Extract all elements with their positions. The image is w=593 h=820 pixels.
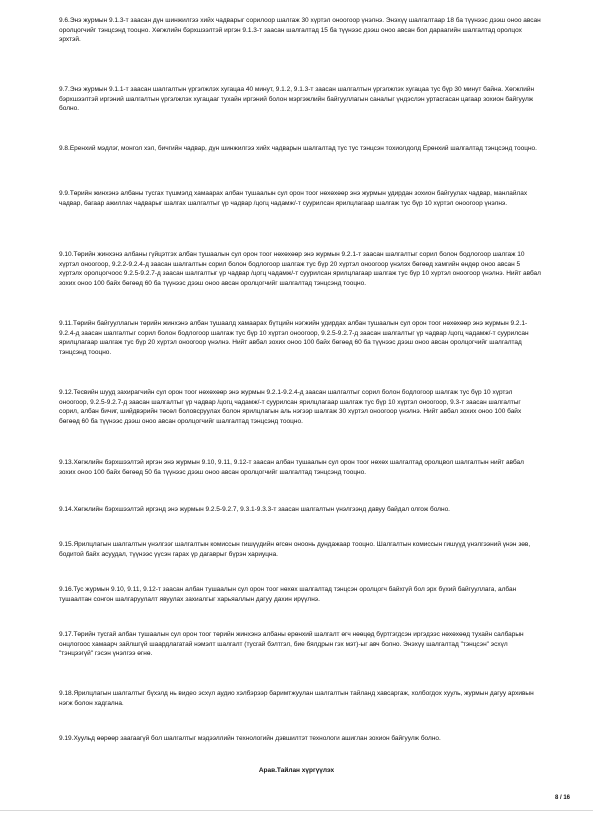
paragraph-9-16: 9.16.Тус журмын 9.10, 9.11, 9.12-т заасан албан тушаалын сул орон тоог нөхөх шалгалтад тэнцсэн оролцогч байхгүй бол эрх бүхий байгууллага, албан тушаалтан сонгон шалгаруулалт явуулах захиалгыг харьяаллын дагуу дахин ирүүлнэ. (59, 586, 517, 603)
paragraph-9-13: 9.13.Хөгжлийн бэрхшээлтэй иргэн энэ журмын 9.10, 9.11, 9.12-т заасан албан тушаалын сул орон тоог нөхөх шалгалтад оролцвол шалгалтын нийт авбал зохих оноо 100 байх бөгөөд 50 ба түүнээс дээш оноо авсан оролцогчийг шалгалтад тэнцсэнд тооцно. (59, 459, 524, 476)
paragraph-9-14: 9.14.Хөгжлийн бэрхшээлтэй иргэнд энэ журмын 9.2.5-9.2.7, 9.3.1-9.3.3-т заасан шалгалтын үнэлгээнд давуу байдал олгож болно. (59, 506, 450, 513)
section-heading-report: Арав.Тайлан хүргүүлэх (258, 767, 335, 774)
page-divider (0, 810, 593, 811)
paragraph-9-17: 9.17.Төрийн тусгай албан тушаалын сул орон тоог төрийн жинхэнэ албаны ерөнхий шалгалт өгч нөөцөд бүртгэгдсэн иргэдээс нөхөхөөд тухайн салбарын онцлогоос хамаарч зайлшгүй шаардлагатай нэмэлт шалгалт (тусгай бэлтгэл, бие бялдрын гэх мэт)-ыг авч болно. Энэхүү шалгалтад "тэнцсэн" эсхүл "тэнцээгүй" гэсэн үнэлгээ өгнө. (59, 631, 524, 658)
paragraph-9-18: 9.18.Ярилцлагын шалгалтыг бүхэлд нь видео эсхүл аудио хэлбэрээр баримтжуулан шалгалтын тайланд хавсаргаж, холбогдох хууль, журмын дагуу архивын нэгж болон хадгална. (59, 690, 534, 707)
paragraph-9-7: 9.7.Энэ журмын 9.1.1-т заасан шалгалтын үргэлжлэх хугацаа 40 минут, 9.1.2, 9.1.3-т заасан шалгалтын үргэлжлэх хугацаа тус бүр 30 минут байна. Хөгжлийн бэрхшээлтэй иргэний шалгалтын үргэлжлэх хугацааг тухайн иргэний болон мэргэжлийн байгууллагын саналыг үндэслэн уртасгасан цагаар зохион байгуулж болно. (59, 86, 535, 113)
page-number: 8 / 16 (554, 795, 570, 801)
paragraph-9-8: 9.8.Еренхий мэдлэг, монгол хэл, бичгийн чадвар, дүн шинжилгээ хийх чадварын шалгалтад тус тус тэнцсэн тохиолдолд Ерөнхий шалгалтад тэнцсэнд тооцно. (59, 145, 537, 152)
paragraph-9-12: 9.12.Тесвийн шууд захирагчийн сул орон тоог нөхөхөөр энэ журмын 9.2.1-9.2.4-д заасан шалгалтыг сорил болон бодлогоор шалгаж тус бүр 10 хүртэл оноогоор, 9.2.5-9.2.7-д заасан шалгалтыг үр чадвар /цогц чадамж/-т суурилсан ярилцлагаар шалгаж тус бүр 10 хүртэл оноогоор, 9.3-т заасан шалгалтыг сорил, албан бичиг, шийдвэрийн төсөл боловсруулах болон ярилцлагын аль нэгээр шалгаж 30 хүртэл оноогоор үнэлнэ. Нийт авбал зохих оноо 100 байх бөгөөд 60 ба түүнээс дээш оноо авсан оролцогчийг шалгалтад тэнцсэнд тооцно. (59, 389, 522, 425)
paragraph-9-11: 9.11.Төрийн байгууллагын төрийн жинхэнэ албан тушаалд хамаарах бүтцийн нэгжийн удирдах албан тушаалын сул орон тоог нөхөхөөр энэ журмын 9.2.1-9.2.4-д заасан шалгалтыг сорил болон бодлогоор шалгаж тус бүр 10 хүртэл оноогоор, 9.2.5-9.2.7-д заасан шалгалтыг үр чадвар /цогц чадамж/-т суурилсан ярилцлагаар шалгаж тус бүр 20 хүртэл оноогоор үнэлнэ. Нийт авбал зохих оноо 100 байх бөгөөд 60 ба түүнээс дээш оноо авсан оролцогчийг шалгалтад тэнцсэнд тооцно. (59, 320, 529, 356)
paragraph-9-9: 9.9.Төрийн жинхэнэ албаны тусгах түшмэлд хамаарах албан тушаалын сул орон тоог нөхөхөөр энэ журмын удирдан зохион байгуулах чадвар, манлайлах чадвар, багаар ажиллах чадварыг шалгах шалгалтыг үр чадвар /цогц чадамж/-т суурилсан ярилцлагаар шалгаж тус бүр 10 хүртэл оноогоор үнэлнэ. (59, 190, 528, 207)
paragraph-9-15: 9.15.Ярилцлагын шалгалтын үнэлгээг шалгалтын комиссын гишүүдийн өгсөн оноонь дундажаар тооцно. Шалгалтын комиссын гишүүд үнэлгээний үнэн зөв, бодитой байх асуудал, түүнээс үүсэн гарах үр дагаврыг бүрэн хариуцна. (59, 541, 531, 558)
paragraph-9-19: 9.19.Хуульд өөрөөр заагаагүй бол шалгалтыг мэдээллийн технологийн дэвшилтэт технологи ашиглан зохион байгуулж болно. (59, 735, 441, 742)
paragraph-9-10: 9.10.Төрийн жинхэнэ албаны гүйцэтгэх албан тушаалын сул орон тоог нөхөхөөр энэ журмын 9.2.1-т заасан шалгалтыг сорил болон бодлогоор шалгаж 10 хүртэл оноогоор, 9.2.2-9.2.4-д заасан шалгалтын сорил болон бодлогоор шалгаж тус бүр 20 хүртэл оноогоор үнэлэх бөгөөд хамгийн өндөр оноо авсан 5 хүртэлх оролцогчоос 9.2.5-9.2.7-д заасан шалгалтыг үр чадвар /цогц чадамж/-т суурилсан ярилцлагаар шалгаж тус бүр 10 хүртэл оноогоор үнэлнэ. Нийт авбал зохих оноо 100 байх бөгөөд 60 ба түүнээс дээш оноо авсан оролцогчийг шалгалтад тэнцсэнд тооцно. (59, 251, 541, 287)
paragraph-9-6: 9.6.Энэ журмын 9.1.3-т заасан дүн шинжилгээ хийх чадварыг сорилоор шалгаж 30 хүртэл оноогоор үнэлнэ. Энэхүү шалгалтаар 18 ба түүнээс дээш оноо авсан оролцогчийг тэнцсэнд тооцно. Хөгжлийн бэрхшээлтэй иргэн 9.1.3-т заасан шалгалтад 15 ба түүнээс дээш оноо авсан бол дараагийн шалгалтад оролцох эрхтэй. (59, 17, 541, 44)
